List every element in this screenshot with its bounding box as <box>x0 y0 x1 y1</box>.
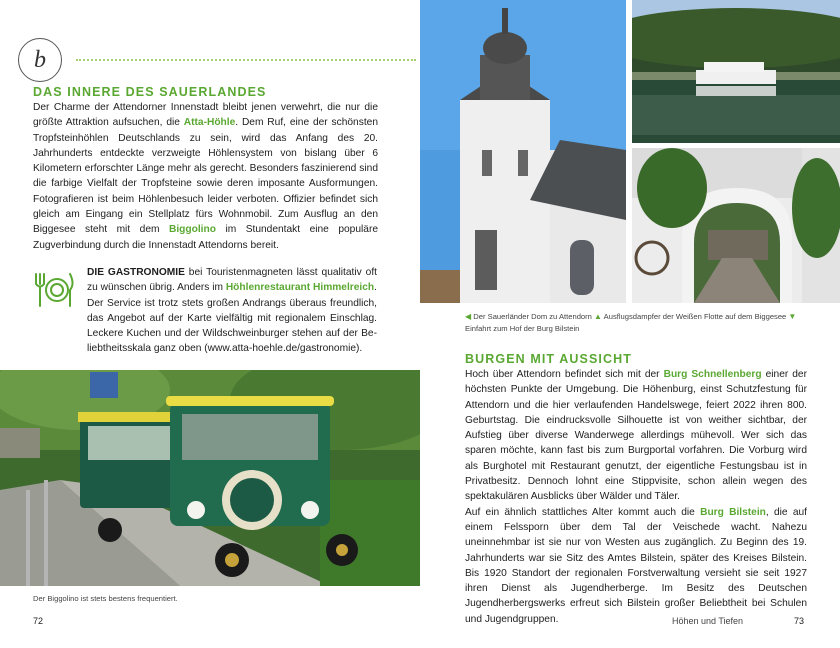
section-heading: DAS INNERE DES SAUERLANDES <box>33 85 267 99</box>
link-biggolino[interactable]: Biggolino <box>168 224 216 236</box>
page-number-left: 72 <box>33 616 44 626</box>
triangle-left-icon: ◀ <box>465 312 472 321</box>
castle-gate-photo <box>632 148 840 303</box>
photo-caption: ◀ Der Sauerländer Dom zu Attendorn ▲ Ausflugsdampfer der Weißen Flotte auf dem Biggesee ▼ Einfahrt zum Hof der Burg Bilstein <box>465 312 797 333</box>
section-heading-right: BURGEN MIT AUSSICHT <box>465 352 632 366</box>
gastronomy-title: DIE GASTRONOMIE <box>87 267 185 278</box>
page-number-right: 73 <box>794 616 805 626</box>
footer-title: Höhen und Tiefen <box>672 616 744 626</box>
link-burg-bilstein[interactable]: Burg Bilstein <box>700 506 766 518</box>
church-photo <box>420 0 626 303</box>
castles-paragraph-1: Hoch über Attendorn befindet sich mit der Burg Schnellenberg einer der höchsten Punkte der Umgebung. Die Höhenburg, einst Schutzfestung für Attendorn und die hier verlaufenden Handelswege, feiert 2022 ihren 800. Geburtstag. Die eindrucksvolle Silhouette ist von weither sichtbar, der Aufstieg über diverse Wanderwege allerdings mühevoll. Wer sich das sparen möchte, kann fast bis zum Burgportal vorfahren. Die Vorburg wird als Burghotel mit Restaurant genutzt, der eigentliche Festungsbau ist in Privatbesitz. Dennoch lohnt eine Stippvisite, schon allein wegen des spektakulären Ausblicks über Wälder und Täler. Auf ein ähnlich stattliches Alter kommt auch die Burg Bilstein, die auf einem Felssporn über dem Tal der Veischede wacht. Nahezu uneinnehmbar ist sie nur von Westen aus zugänglich. Zu Beginn des 19. Jahrhunderts war sie Sitz des Amtes Bilstein, später des Kreises Bilstein. Bis 1920 Standort der regionalen Forstverwaltung versieht sie seit 1927 ihren Dienst als Jugendherberge. Im Besitz des Deutschen Jugendherbergswerks erfreut sich Bilstein großer Beliebtheit bei Schulen und Jugendgruppen. <box>465 369 807 625</box>
dotted-rule <box>76 59 416 61</box>
chapter-letter: b <box>34 46 46 73</box>
link-burg-schnellenberg[interactable]: Burg Schnellenberg <box>663 369 762 380</box>
cutlery-icon <box>30 270 76 310</box>
train-caption: Der Biggolino ist stets bestens frequentiert. <box>33 594 178 603</box>
steamer-photo <box>632 0 840 143</box>
link-atta-hoehle[interactable]: Atta-Höhle <box>183 117 236 129</box>
link-hoehlenrestaurant[interactable]: Höhlenrestaurant Himmelreich <box>225 282 375 294</box>
triangle-up-icon: ▲ <box>594 312 602 321</box>
triangle-down-icon: ▼ <box>788 312 797 321</box>
train-photo <box>0 370 420 586</box>
chapter-badge <box>18 38 62 82</box>
gastronomy-paragraph: DIE GASTRONOMIE bei Touristenmagneten lässt qualitativ oft zu wünschen übrig. Anders im Höhlenrestaurant Himmelreich. Der Service ist trotz stets großen Andrangs überaus freundlich, das Angebot auf der Karte vielfältig mit regionalem Einschlag. Leckere Kuchen und der Wildschweinburger stehen auf der Beliebtheitsskala ganz oben (www.atta-hoehle.de/gastronomie). <box>87 267 377 355</box>
intro-paragraph: Der Charme der Attendorner Innenstadt bleibt jenen verwehrt, die nur die größte Attraktion aufsuchen, die Atta-Höhle. Dem Ruf, eine der schönsten Tropfsteinhöhlen Deutschlands zu sein, wird das Anfang des 20. Jahrhunderts entdeckte verzweigte Höhlensystem von bislang über 6 Kilometern erforschter Länge mehr als gerecht. Besonders faszinierend sind die farbige Vielfalt der Tropfsteine sowie deren imposante Ausformungen. Fotografieren ist beim Höhlenbesuch leider verboten. Offizier befindet sich gleich am Eingang ein Stellplatz fürs Wohnmobil. Zum Ausflug an den Biggesee steht mit dem Biggolino im Stundentakt eine populäre Zugverbindung durch die Innenstadt Attendorns bereit. <box>33 102 378 251</box>
